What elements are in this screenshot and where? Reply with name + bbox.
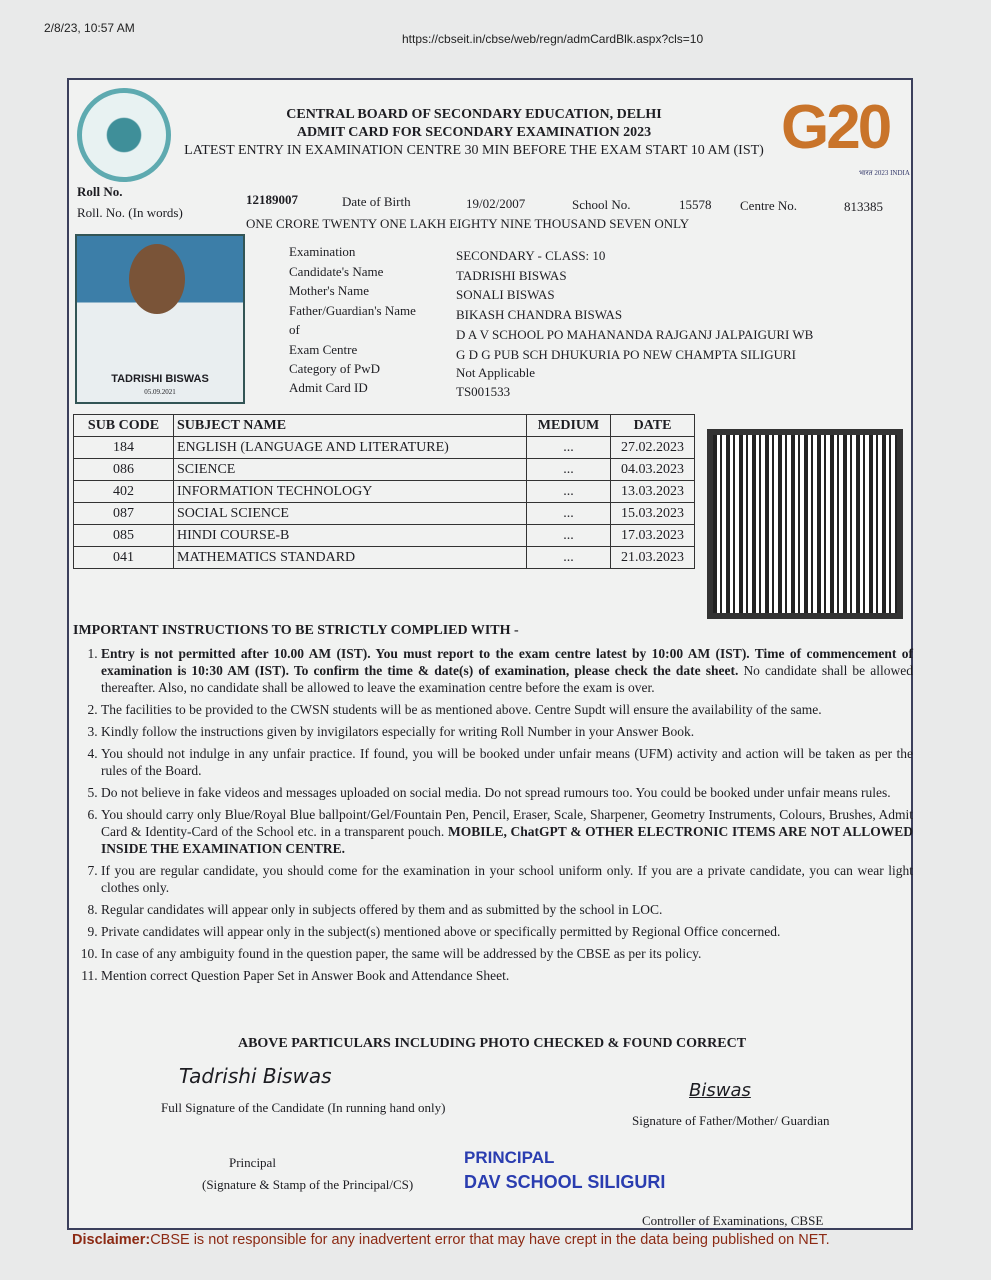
photo-date: 05.09.2021: [144, 388, 176, 396]
disclaimer-label: Disclaimer:: [72, 1232, 151, 1248]
col-medium: MEDIUM: [527, 415, 611, 437]
school-label: School No.: [572, 197, 631, 212]
detail-value: TADRISHI BISWAS: [456, 268, 567, 283]
dob-label: Date of Birth: [342, 194, 411, 209]
col-sub-code: SUB CODE: [74, 415, 174, 437]
instruction-item: 4. You should not indulge in any unfair practice. If found, you will be booked under unfair means (UFM) activity and action will be taken as per the rules of the Board.: [101, 745, 913, 779]
sub-code: 184: [74, 437, 174, 459]
table-row: [74, 525, 695, 547]
instruction-item: 7. If you are regular candidate, you should come for the examination in your school uniform only. If you are a private candidate, you can wear light clothes only.: [101, 862, 913, 896]
detail-label: Category of PwD: [289, 361, 380, 376]
detail-label: Mother's Name: [289, 283, 369, 298]
dob: 19/02/2007: [466, 196, 526, 211]
exam-date: 13.03.2023: [611, 481, 695, 503]
col-subject-name: SUBJECT NAME: [174, 415, 527, 437]
centre-label: Centre No.: [740, 198, 798, 213]
subject-name: MATHEMATICS STANDARD: [174, 547, 527, 569]
candidate-signature: Tadrishi Biswas: [179, 1064, 332, 1088]
table-row: [74, 459, 695, 481]
instruction-item: 2. The facilities to be provided to the CWSN students will be as mentioned above. Centre Supdt will ensure the availability of the same.: [101, 701, 913, 718]
school-stamp: DAV SCHOOL SILIGURI: [464, 1172, 666, 1192]
detail-value: G D G PUB SCH DHUKURIA PO NEW CHAMPTA SILIGURI: [456, 347, 796, 362]
instruction-item: 5. Do not believe in fake videos and messages uploaded on social media. Do not spread rumours too. You could be booked under unfair means rules.: [101, 784, 913, 801]
detail-label: Candidate's Name: [289, 264, 384, 279]
medium: ...: [527, 459, 611, 481]
guardian-signature-label: Signature of Father/Mother/ Guardian: [632, 1113, 830, 1128]
medium: ...: [527, 437, 611, 459]
subject-name: INFORMATION TECHNOLOGY: [174, 481, 527, 503]
qr-code: [707, 429, 903, 619]
table-row: [74, 437, 695, 459]
centre-number: 813385: [844, 199, 883, 214]
instruction-bold: Entry is not permitted after 10.00 AM (IST). You must report to the exam centre latest by 10:00 AM (IST). Time of commencement of examination is 10:30 AM (IST). To confirm the time & date(s) of examination, please check the date sheet.: [101, 646, 913, 678]
instruction-item: [101, 806, 913, 857]
col-date: DATE: [611, 415, 695, 437]
entry-note: LATEST ENTRY IN EXAMINATION CENTRE 30 MIN BEFORE THE EXAM START 10 AM (IST): [184, 143, 764, 158]
medium: ...: [527, 547, 611, 569]
controller-label: Controller of Examinations, CBSE: [642, 1213, 824, 1228]
roll-words: ONE CRORE TWENTY ONE LAKH EIGHTY NINE THOUSAND SEVEN ONLY: [246, 216, 690, 231]
photo-name: TADRISHI BISWAS: [111, 373, 209, 385]
detail-label: Examination: [289, 244, 356, 259]
sub-code: 085: [74, 525, 174, 547]
board-title: CENTRAL BOARD OF SECONDARY EDUCATION, DELHI: [286, 107, 662, 122]
guardian-signature: Biswas: [689, 1080, 751, 1101]
instruction-item: 9. Private candidates will appear only in the subject(s) mentioned above or specifically permitted by Regional Office concerned.: [101, 923, 913, 940]
admit-card-title: ADMIT CARD FOR SECONDARY EXAMINATION 2023: [296, 125, 652, 140]
instructions-title: IMPORTANT INSTRUCTIONS TO BE STRICTLY COMPLIED WITH -: [73, 623, 519, 638]
instruction-text: No candidate shall be allowed thereafter. Also, no candidate shall be allowed to leave the examination centre before the exam is over.: [101, 663, 913, 695]
instructions: [73, 622, 913, 989]
exam-date: 27.02.2023: [611, 437, 695, 459]
admit-card: [67, 78, 913, 1230]
print-datetime: 2/8/23, 10:57 AM: [44, 21, 135, 35]
roll-label: Roll No.: [77, 184, 123, 199]
exam-date: 04.03.2023: [611, 459, 695, 481]
exam-date: 17.03.2023: [611, 525, 695, 547]
detail-label: Father/Guardian's Name: [289, 303, 416, 318]
principal-label: Principal: [229, 1155, 276, 1170]
detail-value: TS001533: [456, 384, 511, 399]
cbse-logo: [77, 88, 171, 182]
detail-value: SECONDARY - CLASS: 10: [456, 248, 606, 263]
instruction-item: 3. Kindly follow the instructions given by invigilators especially for writing Roll Number in your Answer Book.: [101, 723, 913, 740]
subject-name: SCIENCE: [174, 459, 527, 481]
detail-label: Exam Centre: [289, 342, 358, 357]
subject-name: ENGLISH (LANGUAGE AND LITERATURE): [174, 437, 527, 459]
detail-value: D A V SCHOOL PO MAHANANDA RAJGANJ JALPAIGURI WB: [456, 327, 814, 342]
principal-signature-label: (Signature & Stamp of the Principal/CS): [202, 1177, 414, 1192]
medium: ...: [527, 503, 611, 525]
instruction-item: 10. In case of any ambiguity found in the question paper, the same will be addressed by the CBSE as per its policy.: [101, 945, 913, 962]
sub-code: 086: [74, 459, 174, 481]
candidate-signature-label: Full Signature of the Candidate (In running hand only): [161, 1100, 446, 1115]
exam-date: 15.03.2023: [611, 503, 695, 525]
g20-logo: G20: [781, 93, 890, 162]
g20-caption: भारत 2023 INDIA: [859, 169, 910, 177]
subject-name: SOCIAL SCIENCE: [174, 503, 527, 525]
instruction-item: 8. Regular candidates will appear only in subjects offered by them and as submitted by the school in LOC.: [101, 901, 913, 918]
subjects-table: [73, 414, 695, 569]
medium: ...: [527, 525, 611, 547]
detail-label: Admit Card ID: [289, 380, 368, 395]
instruction-item: [101, 645, 913, 696]
instruction-text: You should carry only Blue/Royal Blue ballpoint/Gel/Fountain Pen, Pencil, Eraser, Scale, Sharpener, Geometry Instruments, Colours, Brushes, Admit Card & Identity-Card of the School etc. in a transparent pouch.: [101, 807, 913, 839]
detail-value: BIKASH CHANDRA BISWAS: [456, 307, 623, 322]
disclaimer-text: CBSE is not responsible for any inadvertent error that may have crept in the data being published on NET.: [150, 1232, 830, 1248]
table-row: [74, 481, 695, 503]
roll-number: 12189007: [246, 192, 298, 207]
roll-words-label: Roll. No. (In words): [77, 205, 183, 220]
table-row: [74, 547, 695, 569]
exam-date: 21.03.2023: [611, 547, 695, 569]
sub-code: 087: [74, 503, 174, 525]
verification-note: ABOVE PARTICULARS INCLUDING PHOTO CHECKED & FOUND CORRECT: [237, 1036, 747, 1051]
print-url: https://cbseit.in/cbse/web/regn/admCardBlk.aspx?cls=10: [402, 32, 704, 46]
candidate-photo: [75, 234, 245, 404]
principal-stamp: PRINCIPAL: [464, 1148, 555, 1167]
disclaimer: [72, 1232, 830, 1248]
sub-code: 041: [74, 547, 174, 569]
detail-value: SONALI BISWAS: [456, 287, 555, 302]
sub-code: 402: [74, 481, 174, 503]
instruction-bold: MOBILE, ChatGPT & OTHER ELECTRONIC ITEMS ARE NOT ALLOWED INSIDE THE EXAMINATION CENTRE.: [101, 824, 914, 856]
instruction-item: 11. Mention correct Question Paper Set in Answer Book and Attendance Sheet.: [101, 967, 913, 984]
medium: ...: [527, 481, 611, 503]
detail-label: of: [289, 322, 300, 337]
detail-value: Not Applicable: [456, 365, 536, 380]
school-number: 15578: [679, 197, 712, 212]
table-row: [74, 503, 695, 525]
subject-name: HINDI COURSE-B: [174, 525, 527, 547]
